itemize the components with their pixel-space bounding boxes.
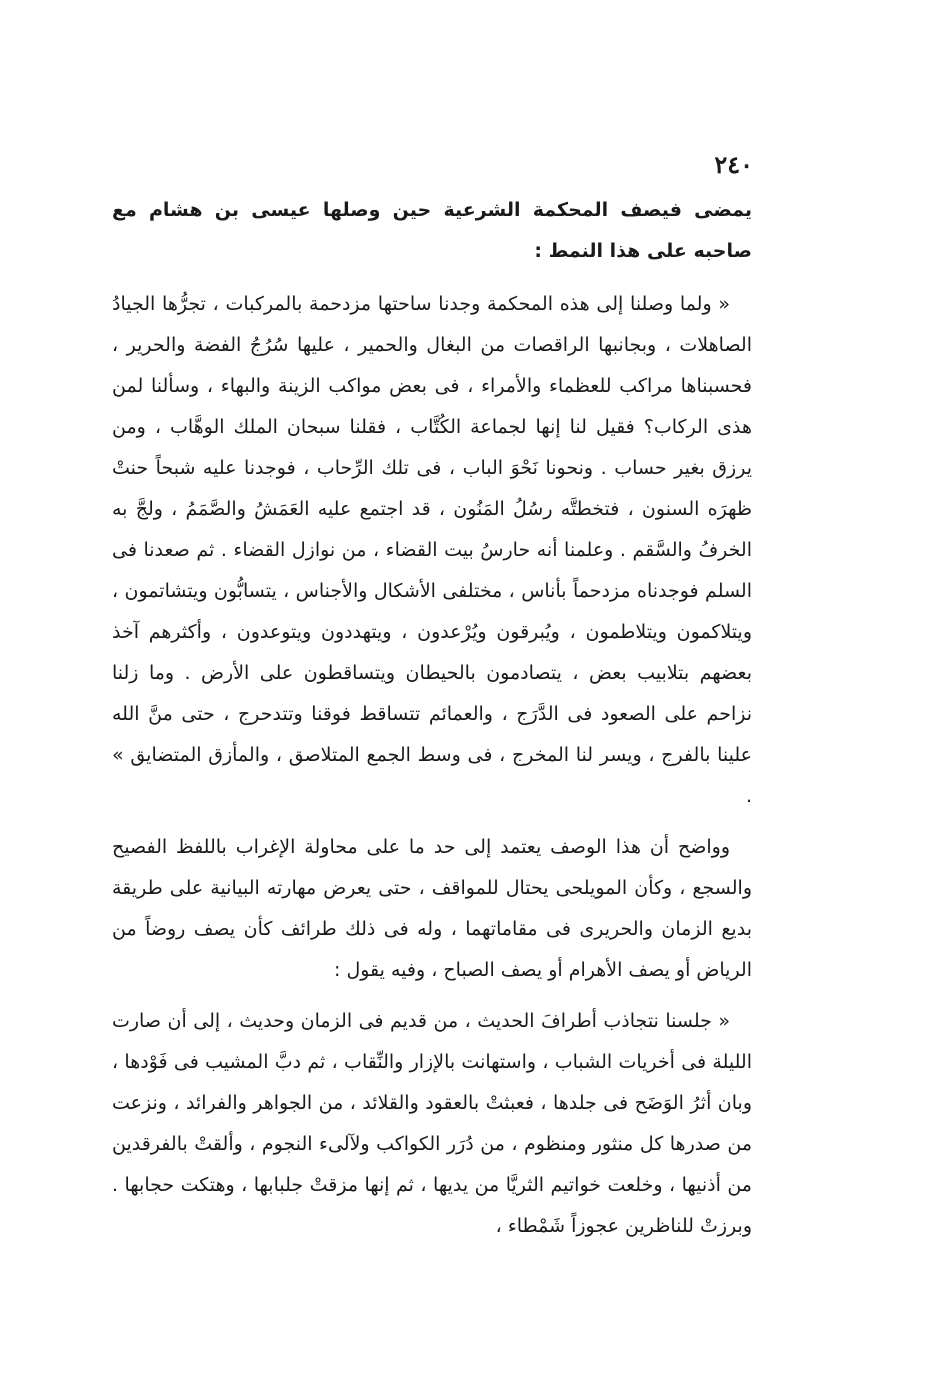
page-number: ٢٤٠ [714,150,753,179]
dawn-description-quote: « جلسنا نتجاذب أطرافَ الحديث ، من قديم فى الزمان وحديث ، إلى أن صارت الليلة فى أخريات الشباب ، واستهانت بالإزار والنِّقاب ، ثم دبَّ المشيب فى فَوْدها ، وبان أثرُ الوَضَح فى جلدها ، فعبثتْ بالعقود والقلائد ، من الجواهر والفرائد ، ونزعت من صدرها كل منثور ومنظوم ، من دُرَر الكواكب ولآلىء النجوم ، وألقتْ بالفرقدين من أذنيها ، وخلعت خواتيم الثريَّا من يديها ، ثم إنها مزقتْ جلبابها ، وهتكت حجابها . وبرزتْ للناظرين عجوزاً شَمْطاء ، [112,1010,752,1237]
intro-paragraph: يمضى فيصف المحكمة الشرعية حين وصلها عيسى بن هشام مع صاحبه على هذا النمط : [112,199,752,262]
commentary-paragraph: وواضح أن هذا الوصف يعتمد إلى حد ما على محاولة الإغراب باللفظ الفصيح والسجع ، وكأن المويلحى يحتال للمواقف ، حتى يعرض مهارته البيانية على طريقة بديع الزمان والحريرى فى مقاماتهما ، وله فى ذلك طرائف كأن يصف روضاً من الرياض أو يصف الأهرام أو يصف الصباح ، وفيه يقول : [112,836,752,981]
court-description-quote: « ولما وصلنا إلى هذه المحكمة وجدنا ساحتها مزدحمة بالمركبات ، تجرُّها الجيادُ الصاهلات ، وبجانبها الراقصات من البغال والحمير ، عليها سُرُجُ الفضة والحرير ، فحسبناها مراكب للعظماء والأمراء ، فى بعض مواكب الزينة والبهاء ، وسألنا لمن هذى الركاب؟ فقيل لنا إنها لجماعة الكُتَّاب ، فقلنا سبحان الملك الوهَّاب ، ومن يرزق بغير حساب . ونحونا نَحْوَ الباب ، فى تلك الرِّحاب ، فوجدنا عليه شبحاً حنتْ ظهرَه السنون ، فتخطتَّه رسُلُ المَنُون ، قد اجتمع عليه العَمَشُ والصَّمَمُ ، ولجَّ به الخرفُ والسَّقم . وعلمنا أنه حارسُ بيت القضاء ، من نوازل القضاء . ثم صعدنا فى السلم فوجدناه مزدحماً بأناس ، مختلفى الأشكال والأجناس ، يتسابُّون ويتشاتمون ، ويتلاكمون ويتلاطمون ، ويُبرقون ويُرْعدون ، ويتهددون ويتوعدون ، وأكثرهم آخذ بعضهم بتلابيب بعض ، يتصادمون بالحيطان ويتساقطون على الأرض . وما زلنا نزاحم على الصعود فى الدَّرَج ، والعمائم تتساقط فوقنا وتتدحرج ، حتى منَّ الله علينا بالفرج ، ويسر لنا المخرج ، فى وسط الجمع المتلاصق ، والمأزق المتضايق » . [112,293,752,807]
page-body-text [112,190,752,1257]
